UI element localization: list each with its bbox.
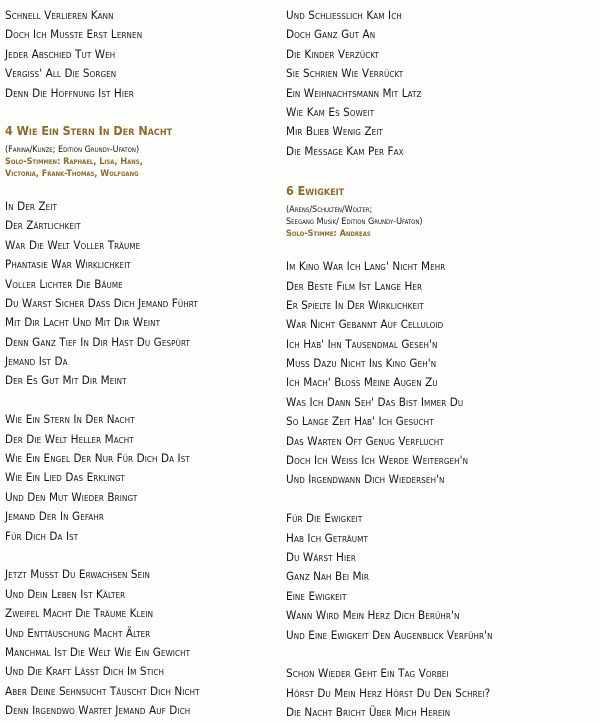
lyric-line: Wann Wird Mein Herz Dich Berühr'n xyxy=(286,608,460,623)
song-soloists: Solo-Stimme: Andreas xyxy=(286,229,371,240)
lyric-line: Du Wärst Hier xyxy=(286,549,356,564)
lyric-line: Ich Hab' Ihn Tausendmal Geseh'n xyxy=(286,336,438,351)
lyric-line: Er Spielte In Der Wirklichkeit xyxy=(286,297,424,312)
lyric-line: Der Die Welt Heller Macht xyxy=(5,431,134,446)
lyric-line: Doch Ich Musste Erst Lernen xyxy=(5,27,143,42)
song-credits: (Arens/Schulten/Wolter; xyxy=(286,205,373,216)
lyric-line: Eine Ewigkeit xyxy=(286,588,347,603)
right-stanza-3 xyxy=(286,664,596,722)
lyric-line: Jetzt Musst Du Erwachsen Sein xyxy=(5,567,150,582)
lyric-line: Ein Weihnachtsmann Mit Latz xyxy=(286,85,422,100)
right-intro-lines xyxy=(286,6,596,161)
lyric-line: Schon Wieder Geht Ein Tag Vorbei xyxy=(286,666,449,681)
lyric-line: Wie Kam Es Soweit xyxy=(286,104,375,119)
lyric-line: Für Die Ewigkeit xyxy=(286,511,363,526)
right-column xyxy=(286,0,596,723)
left-stanza-3 xyxy=(5,565,295,720)
lyric-line: Hörst Du Mein Herz Hörst Du Den Schrei? xyxy=(286,685,491,700)
lyric-line: Phantasie War Wirklichkeit xyxy=(5,257,131,272)
song-header-6 xyxy=(286,181,596,240)
lyric-line: Die Kinder Verzückt xyxy=(286,46,380,61)
lyric-line: Sie Schrien Wie Verrückt xyxy=(286,66,404,81)
song-credits: Seegang Musik/ Edition Grundy-Ufaton) xyxy=(286,217,423,228)
song-title: 4 Wie Ein Stern In Der Nacht xyxy=(5,122,173,138)
left-stanza-2 xyxy=(5,410,295,546)
lyric-line: Wie Ein Engel Der Nur Für Dich Da Ist xyxy=(5,451,190,466)
song-soloists: Victoria, Frank-Thomas, Wolfgang xyxy=(5,168,139,179)
lyric-line: Ganz Nah Bei Mir xyxy=(286,569,369,584)
lyric-line: Doch Ich Weiss Ich Werde Weitergeh'n xyxy=(286,453,469,468)
left-stanza-1 xyxy=(5,197,295,391)
lyric-line: Und Enttäuschung Macht Älter xyxy=(5,625,151,640)
lyric-line: Und Dein Leben Ist Kälter xyxy=(5,586,126,601)
lyric-line: Wie Ein Lied Das Erklingt xyxy=(5,470,125,485)
lyric-line: Für Dich Da Ist xyxy=(5,528,79,543)
lyric-line: War Die Welt Voller Träume xyxy=(5,237,141,252)
lyric-line: Und Den Mut Wieder Bringt xyxy=(5,489,138,504)
lyric-line: War Nicht Gebannt Auf Celluloid xyxy=(286,317,444,332)
lyric-line: Doch Ganz Gut An xyxy=(286,27,376,42)
lyric-line: Jemand Ist Da xyxy=(5,354,68,369)
lyric-line: Manchmal Ist Die Welt Wie Ein Gewicht xyxy=(5,644,191,659)
lyric-line: Und Die Kraft Lässt Dich Im Stich xyxy=(5,664,164,679)
lyric-line: Mir Blieb Wenig Zeit xyxy=(286,124,383,139)
lyric-line: Wie Ein Stern In Der Nacht xyxy=(5,412,135,427)
lyric-line: Hab Ich Geträumt xyxy=(286,530,368,545)
lyric-line: Der Zärtlichkeit xyxy=(5,218,81,233)
lyric-line: Muss Dazu Nicht Ins Kino Geh'n xyxy=(286,356,437,371)
lyric-line: Das Warten Oft Genug Verflucht xyxy=(286,433,444,448)
left-column xyxy=(5,0,295,721)
left-intro-lines xyxy=(5,6,295,103)
song-soloists: Solo-Stimmen: Raphael, Lisa, Hans, xyxy=(5,156,143,167)
lyric-line: Ich Mach' Bloss Meine Augen Zu xyxy=(286,375,438,390)
song-credits: (Farina/Kunze; Edition Grundy-Ufaton) xyxy=(5,144,140,155)
lyric-line: Jemand Der In Gefahr xyxy=(5,509,105,524)
lyric-line: Und Eine Ewigkeit Den Augenblick Verführ'n xyxy=(286,627,493,642)
lyric-line: In Der Zeit xyxy=(5,198,57,213)
lyric-line: Der Es Gut Mit Dir Meint xyxy=(5,373,127,388)
lyric-line: Und Schliesslich Kam Ich xyxy=(286,8,402,22)
lyric-line: Die Message Kam Per Fax xyxy=(286,143,404,158)
lyric-line: Im Kino War Ich Lang' Nicht Mehr xyxy=(286,259,446,274)
lyric-line: Vergiss' All Die Sorgen xyxy=(5,66,117,81)
lyric-line: Mit Dir Lacht Und Mit Dir Weint xyxy=(5,315,161,330)
lyric-line: So Lange Zeit Hab' Ich Gesucht xyxy=(286,414,434,429)
right-stanza-1 xyxy=(286,257,596,490)
lyric-line: Und Irgendwann Dich Wiederseh'n xyxy=(286,472,445,487)
lyric-line: Der Beste Film Ist Lange Her xyxy=(286,278,423,293)
song-header-4 xyxy=(5,121,295,180)
lyric-line: Schnell Verlieren Kann xyxy=(5,8,114,22)
lyric-line: Denn Ganz Tief In Dir Hast Du Gespürt xyxy=(5,334,190,349)
lyric-line: Denn Die Hoffnung Ist Hier xyxy=(5,85,134,100)
lyric-line: Voller Lichter Die Bäume xyxy=(5,276,123,291)
right-stanza-2 xyxy=(286,509,596,645)
lyric-line: Zweifel Macht Die Träume Klein xyxy=(5,606,154,621)
lyric-line: Jeder Abschied Tut Weh xyxy=(5,46,116,61)
lyric-line: Du Warst Sicher Dass Dich Jemand Führt xyxy=(5,295,198,310)
lyric-line: Was Ich Dann Seh' Das Bist Immer Du xyxy=(286,394,464,409)
lyric-line: Denn Irgendwo Wartet Jemand Auf Dich xyxy=(5,703,191,718)
song-title: 6 Ewigkeit xyxy=(286,183,345,199)
lyric-line: Die Nacht Bricht Über Mich Herein xyxy=(286,705,451,720)
lyric-line: Aber Deine Sehnsucht Täuscht Dich Nicht xyxy=(5,683,200,698)
